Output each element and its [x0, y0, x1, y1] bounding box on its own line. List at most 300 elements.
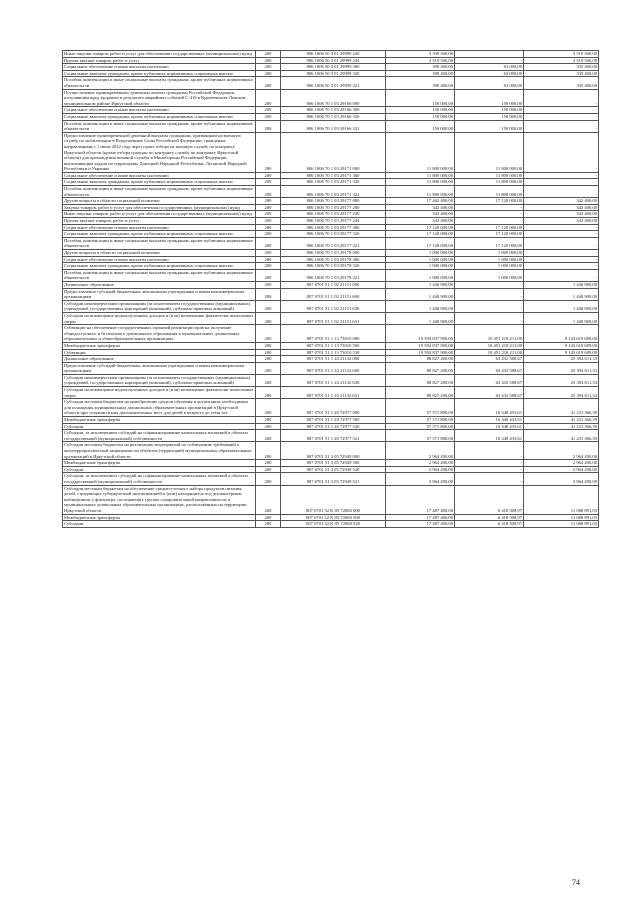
- row-budget-code: 807 0701 51 1 24 21132 600: [281, 362, 386, 374]
- row-approved: 88 827 200,00: [386, 387, 455, 399]
- row-unexecuted: -: [524, 231, 599, 238]
- table-row: [63, 374, 599, 386]
- table-row: [63, 466, 599, 473]
- row-unexecuted: 41 231 366,39: [524, 399, 599, 417]
- row-approved: 57 571 800,00: [386, 430, 455, 442]
- table-row: [63, 417, 599, 424]
- row-approved: 342 400,00: [386, 211, 455, 218]
- table-row: [63, 77, 599, 89]
- table-row: [63, 430, 599, 442]
- row-name: Пособия, компенсации и иные социальные выплаты гражданам, кроме публичных нормативных обязательств: [63, 237, 256, 249]
- row-name: Иные закупки товаров, работ и услуг для обеспечения государственных (муниципальных) нужд: [63, 51, 256, 58]
- row-executed: 63 432 588,67: [455, 362, 524, 374]
- table-row: [63, 281, 599, 288]
- row-name: Социальные выплаты гражданам, кроме публичных нормативных социальных выплат: [63, 263, 256, 270]
- row-line-code: 200: [256, 57, 281, 64]
- row-unexecuted: 25 394 611,33: [524, 374, 599, 386]
- row-name: Социальное обеспечение и иные выплаты населению: [63, 256, 256, 263]
- row-executed: 150 000,00: [455, 89, 524, 107]
- row-budget-code: 806 1006 70 1 03 29178 000: [281, 250, 386, 257]
- row-line-code: 200: [256, 198, 281, 205]
- row-budget-code: 807 0701 51 1 02 21151 600: [281, 288, 386, 300]
- row-name: Субсидии, за исключением субсидий на софинансирование капитальных вложений в объекты государственной (муниципальной) собственности: [63, 473, 256, 485]
- row-name: Прочая закупка товаров, работ и услуг: [63, 218, 256, 225]
- row-approved: 17 120 000,00: [386, 224, 455, 231]
- row-unexecuted: 25 394 611,33: [524, 387, 599, 399]
- row-name: Субсидии на возмещение недополученных доходов и (или) возмещение фактически понесенных затрат: [63, 312, 256, 324]
- row-executed: -: [455, 442, 524, 460]
- row-executed: -: [455, 281, 524, 288]
- row-executed: 6 418 508,97: [455, 485, 524, 514]
- page-number: 74: [572, 878, 580, 887]
- row-unexecuted: -: [524, 89, 599, 107]
- row-name: Иные закупки товаров, работ и услуг для обеспечения государственных (муниципальных) нужд: [63, 211, 256, 218]
- row-approved: 1 000 000,00: [386, 263, 455, 270]
- row-executed: 6 418 508,97: [455, 514, 524, 521]
- row-budget-code: 806 1006 70 1 03 29178 321: [281, 269, 386, 281]
- row-unexecuted: 11 068 891,03: [524, 514, 599, 521]
- row-line-code: 200: [256, 64, 281, 71]
- row-executed: -: [455, 300, 524, 312]
- table-row: [63, 113, 599, 120]
- row-line-code: 200: [256, 521, 281, 528]
- row-name: Другие вопросы в области социальной политики: [63, 198, 256, 205]
- row-approved: 150 000,00: [386, 107, 455, 114]
- row-executed: 63 432 588,67: [455, 387, 524, 399]
- table-row: [63, 423, 599, 430]
- row-executed: [455, 51, 524, 58]
- row-budget-code: 806 1006 50 3 01 29999 320: [281, 70, 386, 77]
- row-budget-code: 806 1006 70 1 03 29177 321: [281, 237, 386, 249]
- table-row: [63, 211, 599, 218]
- table-row: [63, 300, 599, 312]
- row-unexecuted: 1 440 900,00: [524, 288, 599, 300]
- row-approved: 398 400,00: [386, 70, 455, 77]
- row-approved: 1 000 000,00: [386, 250, 455, 257]
- table-row: [63, 231, 599, 238]
- row-approved: 150 000,00: [386, 120, 455, 132]
- row-unexecuted: 335 400,00: [524, 77, 599, 89]
- row-budget-code: 807 0701 51 3 05 72949 520: [281, 466, 386, 473]
- row-name: Субсидии: [63, 521, 256, 528]
- row-unexecuted: 342 400,00: [524, 198, 599, 205]
- table-row: [63, 460, 599, 467]
- row-unexecuted: -: [524, 107, 599, 114]
- row-approved: 19 594 837 900,00: [386, 325, 455, 343]
- table-row: [63, 70, 599, 77]
- row-executed: 17 120 000,00: [455, 237, 524, 249]
- budget-execution-table: [62, 50, 599, 528]
- row-executed: 10 451 218 211,00: [455, 342, 524, 349]
- table-row: [63, 263, 599, 270]
- row-line-code: 200: [256, 132, 281, 172]
- row-unexecuted: 2 964 200,00: [524, 466, 599, 473]
- row-approved: 11 800 000,00: [386, 179, 455, 186]
- row-name: Субсидии некоммерческим организациям (за исключением государственных (муниципальных) учреждений, государственных корпораций (компаний), публично-правовых компаний): [63, 300, 256, 312]
- row-unexecuted: 2 964 200,00: [524, 460, 599, 467]
- row-unexecuted: -: [524, 172, 599, 179]
- row-unexecuted: -: [524, 224, 599, 231]
- row-name: Пособия, компенсации и иные социальные выплаты гражданам, кроме публичных нормативных обязательств: [63, 120, 256, 132]
- row-name: Социальное обеспечение и иные выплаты населению: [63, 224, 256, 231]
- row-approved: 342 400,00: [386, 204, 455, 211]
- table-row: [63, 362, 599, 374]
- table-row: [63, 250, 599, 257]
- row-budget-code: 806 1006 50 3 01 29999 240: [281, 51, 386, 58]
- row-approved: 1 000 000,00: [386, 256, 455, 263]
- row-unexecuted: 335 400,00: [524, 70, 599, 77]
- row-unexecuted: 342 400,00: [524, 204, 599, 211]
- row-executed: -: [455, 466, 524, 473]
- row-approved: 2 964 200,00: [386, 466, 455, 473]
- row-budget-code: 806 1006 70 1 03 29178 320: [281, 263, 386, 270]
- row-unexecuted: -: [524, 179, 599, 186]
- row-name: Социальное обеспечение и иные выплаты населению: [63, 172, 256, 179]
- row-name: Осуществление единовременных денежных выплат гражданам Российской Федерации, получившим вред здоровью в результате аварийных событий С-416 в Куршеевском-Ленском муниципальном районе Иркутской области: [63, 89, 256, 107]
- row-budget-code: 807 0701 52 K 05 72060 500: [281, 514, 386, 521]
- row-name: Межбюджетные трансферты: [63, 460, 256, 467]
- row-executed: -: [455, 218, 524, 225]
- row-line-code: 200: [256, 179, 281, 186]
- row-approved: 1 440 900,00: [386, 281, 455, 288]
- row-budget-code: 806 1006 70 1 03 29166 320: [281, 113, 386, 120]
- row-line-code: 200: [256, 281, 281, 288]
- row-name: Пособия, компенсации и иные социальные выплаты гражданам, кроме публичных нормативных обязательств: [63, 77, 256, 89]
- row-budget-code: 807 0701 51 1 28 72977 521: [281, 430, 386, 442]
- table-row: [63, 107, 599, 114]
- row-budget-code: 807 0701 51 1 02 21151 631: [281, 312, 386, 324]
- row-unexecuted: 335 400,00: [524, 64, 599, 71]
- row-unexecuted: 1 440 900,00: [524, 281, 599, 288]
- table-row: [63, 485, 599, 514]
- row-executed: 63 000,00: [455, 64, 524, 71]
- row-unexecuted: 1 440 900,00: [524, 300, 599, 312]
- row-name: Социальные выплаты гражданам, кроме публичных нормативных социальных выплат: [63, 231, 256, 238]
- row-approved: 11 800 000,00: [386, 186, 455, 198]
- row-line-code: 200: [256, 460, 281, 467]
- table-row: [63, 521, 599, 528]
- row-line-code: 200: [256, 263, 281, 270]
- row-name: Социальные выплаты гражданам, кроме публичных нормативных социальных выплат: [63, 113, 256, 120]
- row-budget-code: 807 0701 51 1 13 73010 530: [281, 349, 386, 356]
- row-approved: 88 827 200,00: [386, 362, 455, 374]
- row-executed: 17 120 000,00: [455, 224, 524, 231]
- row-line-code: 200: [256, 342, 281, 349]
- row-approved: 150 000,00: [386, 89, 455, 107]
- row-unexecuted: 2 964 200,00: [524, 473, 599, 485]
- row-approved: 57 571 800,00: [386, 417, 455, 424]
- row-budget-code: 806 1006 70 1 03 29177 200: [281, 204, 386, 211]
- row-unexecuted: 342 400,00: [524, 218, 599, 225]
- row-line-code: 200: [256, 312, 281, 324]
- row-name: Субсидии местным бюджетам на реализацию мероприятий по соблюдению требований к антитеррористической защищенности объектов (территорий) муниципальных образовательных организаций в Иркутской области: [63, 442, 256, 460]
- row-line-code: 200: [256, 417, 281, 424]
- row-approved: 17 462 400,00: [386, 198, 455, 205]
- row-executed: 150 000,00: [455, 120, 524, 132]
- row-line-code: 200: [256, 356, 281, 363]
- row-line-code: 200: [256, 430, 281, 442]
- row-approved: 11 800 000,00: [386, 132, 455, 172]
- row-approved: 1 440 900,00: [386, 288, 455, 300]
- row-executed: 1 000 000,00: [455, 256, 524, 263]
- row-name: Субвенции: [63, 349, 256, 356]
- row-approved: 398 400,00: [386, 64, 455, 71]
- row-executed: 16 340 433,61: [455, 399, 524, 417]
- row-executed: -: [455, 312, 524, 324]
- row-executed: 6 418 508,97: [455, 521, 524, 528]
- row-executed: 63 000,00: [455, 77, 524, 89]
- row-budget-code: 807 0701 51 1 13 73010 000: [281, 325, 386, 343]
- row-name: Социальные выплаты гражданам, кроме публичных нормативных социальных выплат: [63, 179, 256, 186]
- row-name: Межбюджетные трансферты: [63, 342, 256, 349]
- row-budget-code: 807 0701 51 1 24 21132 630: [281, 374, 386, 386]
- row-line-code: 200: [256, 218, 281, 225]
- row-approved: 17 487 400,00: [386, 485, 455, 514]
- row-unexecuted: -: [524, 256, 599, 263]
- row-unexecuted: 342 400,00: [524, 211, 599, 218]
- table-row: [63, 186, 599, 198]
- row-line-code: 200: [256, 107, 281, 114]
- row-unexecuted: 25 394 611,33: [524, 362, 599, 374]
- row-executed: 17 120 000,00: [455, 198, 524, 205]
- row-unexecuted: 3 519 500,00: [524, 51, 599, 58]
- row-name: Другие вопросы в области социальной политики: [63, 250, 256, 257]
- row-approved: 2 964 200,00: [386, 473, 455, 485]
- row-budget-code: 807 0701 51 3 05 72949 000: [281, 442, 386, 460]
- row-executed: 16 340 433,61: [455, 430, 524, 442]
- row-line-code: 200: [256, 423, 281, 430]
- row-unexecuted: 2 964 200,00: [524, 442, 599, 460]
- row-executed: -: [455, 204, 524, 211]
- row-budget-code: 807 0701 52 K 05 72060 000: [281, 485, 386, 514]
- row-budget-code: 806 1006 70 1 03 29166 321: [281, 120, 386, 132]
- row-approved: 17 487 400,00: [386, 514, 455, 521]
- row-line-code: 200: [256, 362, 281, 374]
- row-line-code: 200: [256, 51, 281, 58]
- row-unexecuted: 9 143 619 689,00: [524, 342, 599, 349]
- row-unexecuted: -: [524, 113, 599, 120]
- row-unexecuted: 3 519 500,00: [524, 57, 599, 64]
- row-executed: -: [455, 211, 524, 218]
- row-line-code: 200: [256, 211, 281, 218]
- row-approved: 19 594 837 900,00: [386, 349, 455, 356]
- row-budget-code: 806 1006 50 3 01 29999 300: [281, 64, 386, 71]
- row-line-code: 200: [256, 374, 281, 386]
- row-line-code: 200: [256, 466, 281, 473]
- row-budget-code: 806 1006 70 1 03 29177 240: [281, 211, 386, 218]
- table-row: [63, 51, 599, 58]
- row-executed: 11 800 000,00: [455, 179, 524, 186]
- row-budget-code: 806 1006 70 1 03 29177 300: [281, 224, 386, 231]
- row-budget-code: 807 0701 51 1 28 72977 000: [281, 399, 386, 417]
- row-name: Социальное обеспечение и иные выплаты населению: [63, 107, 256, 114]
- row-budget-code: 806 1006 70 1 03 29177 320: [281, 231, 386, 238]
- row-unexecuted: 25 394 611,33: [524, 356, 599, 363]
- row-name: Предоставление субсидий бюджетным, автономным учреждениям и иным некоммерческим организациям: [63, 362, 256, 374]
- table-row: [63, 179, 599, 186]
- row-approved: 2 964 200,00: [386, 460, 455, 467]
- row-budget-code: 806 1006 70 1 03 29166 000: [281, 89, 386, 107]
- row-unexecuted: -: [524, 250, 599, 257]
- row-line-code: 200: [256, 442, 281, 460]
- row-budget-code: 807 0701 51 1 13 73010 500: [281, 342, 386, 349]
- row-name: Закупка товаров, работ и услуг для обеспечения государственных (муниципальных) нужд: [63, 204, 256, 211]
- row-line-code: 200: [256, 204, 281, 211]
- row-line-code: 200: [256, 186, 281, 198]
- table-row: [63, 342, 599, 349]
- row-approved: 11 800 000,00: [386, 172, 455, 179]
- row-budget-code: 807 0701 51 1 02 21151 630: [281, 300, 386, 312]
- row-approved: 19 594 837 900,00: [386, 342, 455, 349]
- row-name: Дошкольное образование: [63, 281, 256, 288]
- row-budget-code: 806 1006 70 1 03 29177 244: [281, 218, 386, 225]
- row-line-code: 200: [256, 387, 281, 399]
- row-budget-code: 806 1006 50 3 01 29999 244: [281, 57, 386, 64]
- row-line-code: 200: [256, 514, 281, 521]
- table-row: [63, 442, 599, 460]
- row-budget-code: 807 0701 51 1 02 21151 000: [281, 281, 386, 288]
- table-row: [63, 288, 599, 300]
- row-executed: 16 340 433,61: [455, 417, 524, 424]
- row-line-code: 200: [256, 89, 281, 107]
- row-name: Межбюджетные трансферты: [63, 417, 256, 424]
- row-name: Субвенции на обеспечение государственных гарантий реализации прав на получение общедоступного и бесплатного дошкольного образования в муниципальных дошкольных образовательных и общеобразовательных организациях: [63, 325, 256, 343]
- row-line-code: 200: [256, 237, 281, 249]
- row-executed: 150 000,00: [455, 107, 524, 114]
- row-name: Пособия, компенсации и иные социальные выплаты гражданам, кроме публичных нормативных обязательств: [63, 186, 256, 198]
- row-line-code: 200: [256, 473, 281, 485]
- row-executed: 63 000,00: [455, 70, 524, 77]
- table-row: [63, 132, 599, 172]
- row-unexecuted: 9 143 619 689,00: [524, 325, 599, 343]
- row-line-code: 200: [256, 485, 281, 514]
- row-line-code: 200: [256, 172, 281, 179]
- row-executed: 63 432 588,67: [455, 356, 524, 363]
- row-budget-code: 806 1006 70 1 03 29177 000: [281, 198, 386, 205]
- table-row: [63, 172, 599, 179]
- row-approved: 17 120 000,00: [386, 237, 455, 249]
- row-executed: 10 451 218 211,00: [455, 349, 524, 356]
- row-approved: 150 000,00: [386, 113, 455, 120]
- table-row: [63, 237, 599, 249]
- row-budget-code: 806 1006 70 1 03 29178 300: [281, 256, 386, 263]
- row-budget-code: 807 0701 51 1 24 21132 631: [281, 387, 386, 399]
- row-executed: 1 000 000,00: [455, 250, 524, 257]
- row-budget-code: 806 1006 70 1 03 29171 321: [281, 186, 386, 198]
- row-unexecuted: 9 143 619 689,00: [524, 349, 599, 356]
- row-executed: -: [455, 288, 524, 300]
- row-unexecuted: -: [524, 237, 599, 249]
- row-executed: 10 451 218 211,00: [455, 325, 524, 343]
- table-row: [63, 57, 599, 64]
- row-name: Дошкольное образование: [63, 356, 256, 363]
- row-executed: -: [455, 57, 524, 64]
- row-line-code: 200: [256, 349, 281, 356]
- row-budget-code: 806 1006 70 1 03 29171 320: [281, 179, 386, 186]
- table-row: [63, 224, 599, 231]
- row-budget-code: 807 0701 51 1 24 21132 000: [281, 356, 386, 363]
- table-row: [63, 473, 599, 485]
- row-unexecuted: -: [524, 120, 599, 132]
- row-approved: 3 339 500,00: [386, 51, 455, 58]
- row-unexecuted: 1 440 900,00: [524, 312, 599, 324]
- row-budget-code: 807 0701 51 1 28 72977 500: [281, 417, 386, 424]
- row-budget-code: 807 0701 51 1 28 72977 520: [281, 423, 386, 430]
- row-approved: 2 964 200,00: [386, 442, 455, 460]
- table-row: [63, 120, 599, 132]
- row-budget-code: 807 0701 51 3 05 72949 500: [281, 460, 386, 467]
- table-row: [63, 325, 599, 343]
- row-name: Межбюджетные трансферты: [63, 514, 256, 521]
- row-executed: 11 800 000,00: [455, 172, 524, 179]
- row-executed: 150 000,00: [455, 113, 524, 120]
- row-name: Субсидии: [63, 466, 256, 473]
- row-line-code: 200: [256, 70, 281, 77]
- row-budget-code: 806 1006 70 1 03 29171 300: [281, 172, 386, 179]
- row-approved: 88 827 200,00: [386, 356, 455, 363]
- row-line-code: 200: [256, 224, 281, 231]
- row-name: Субсидии: [63, 423, 256, 430]
- row-line-code: 200: [256, 300, 281, 312]
- row-executed: 63 432 588,67: [455, 374, 524, 386]
- table-body: [63, 51, 599, 528]
- row-approved: 88 827 200,00: [386, 374, 455, 386]
- row-executed: -: [455, 460, 524, 467]
- row-line-code: 200: [256, 250, 281, 257]
- table-row: [63, 218, 599, 225]
- row-line-code: 200: [256, 325, 281, 343]
- row-line-code: 200: [256, 269, 281, 281]
- table-row: [63, 387, 599, 399]
- row-name: Субсидии, за исключением субсидий на софинансирование капитальных вложений в объекты государственной (муниципальной) собственности: [63, 430, 256, 442]
- table-row: [63, 89, 599, 107]
- row-line-code: 200: [256, 77, 281, 89]
- table-row: [63, 312, 599, 324]
- row-name: Социальное обеспечение и иные выплаты населению: [63, 64, 256, 71]
- row-name: Субсидии некоммерческим организациям (за исключением государственных (муниципальных) учреждений, государственных корпораций (компаний), публично-правовых компаний): [63, 374, 256, 386]
- row-name: Предоставление субсидий бюджетным, автономным учреждениям и иным некоммерческим организациям: [63, 288, 256, 300]
- row-unexecuted: -: [524, 132, 599, 172]
- row-name: Предоставление единовременной денежной выплаты гражданам, призванным на военную службу по мобилизации в Вооруженные Силы Российской Федерации, гражданам, направленным с 1 июля 2022 года через пункт отбора на военную службу по контракту Иркутской области (кроме отбора граждан по контракту службу по контракту Иркутской области) для прохождения военной службы в Минобороны Российской Федерации, выполняющим задачи на территориях Донецкой Народной Республики, Луганской Народной Республики и Украины: [63, 132, 256, 172]
- row-executed: 11 800 000,00: [455, 186, 524, 198]
- row-budget-code: 807 0701 51 3 05 72949 521: [281, 473, 386, 485]
- row-approved: 17 487 400,00: [386, 521, 455, 528]
- row-unexecuted: 11 068 891,03: [524, 521, 599, 528]
- row-approved: 342 400,00: [386, 218, 455, 225]
- row-budget-code: 806 1006 70 1 03 29166 300: [281, 107, 386, 114]
- table-row: [63, 204, 599, 211]
- row-unexecuted: 41 231 366,39: [524, 423, 599, 430]
- row-name: Субсидии местным бюджетам на обеспечение среднесуточного набора продуктов питания детей, страдающих туберкулезной интоксикацией и (или) находящихся под диспансерным наблюдением у фтизиатра, посещающих группы оздоровительной направленности в муниципальных дошкольных образовательных организациях, расположенных на территории Иркутской области: [63, 485, 256, 514]
- table-row: [63, 514, 599, 521]
- row-unexecuted: -: [524, 269, 599, 281]
- row-line-code: 200: [256, 288, 281, 300]
- row-name: Пособия, компенсации и иные социальные выплаты гражданам, кроме публичных нормативных обязательств: [63, 269, 256, 281]
- row-executed: 17 120 000,00: [455, 231, 524, 238]
- row-unexecuted: 41 231 366,39: [524, 417, 599, 424]
- row-name: Субсидии местным бюджетам на приобретение средств обучения и воспитания, необходимых для оснащения муниципальных дошкольных образовательных организаций в Иркутской области при создании в них дополнительных мест для детей в возрасте до семи лет: [63, 399, 256, 417]
- row-approved: 1 000 000,00: [386, 269, 455, 281]
- row-executed: 1 000 000,00: [455, 263, 524, 270]
- row-line-code: 200: [256, 256, 281, 263]
- row-executed: 1 000 000,00: [455, 269, 524, 281]
- table-row: [63, 356, 599, 363]
- row-line-code: 200: [256, 231, 281, 238]
- row-approved: 17 120 000,00: [386, 231, 455, 238]
- row-executed: 11 800 000,00: [455, 132, 524, 172]
- row-budget-code: 806 1006 50 3 01 29999 321: [281, 77, 386, 89]
- row-unexecuted: -: [524, 263, 599, 270]
